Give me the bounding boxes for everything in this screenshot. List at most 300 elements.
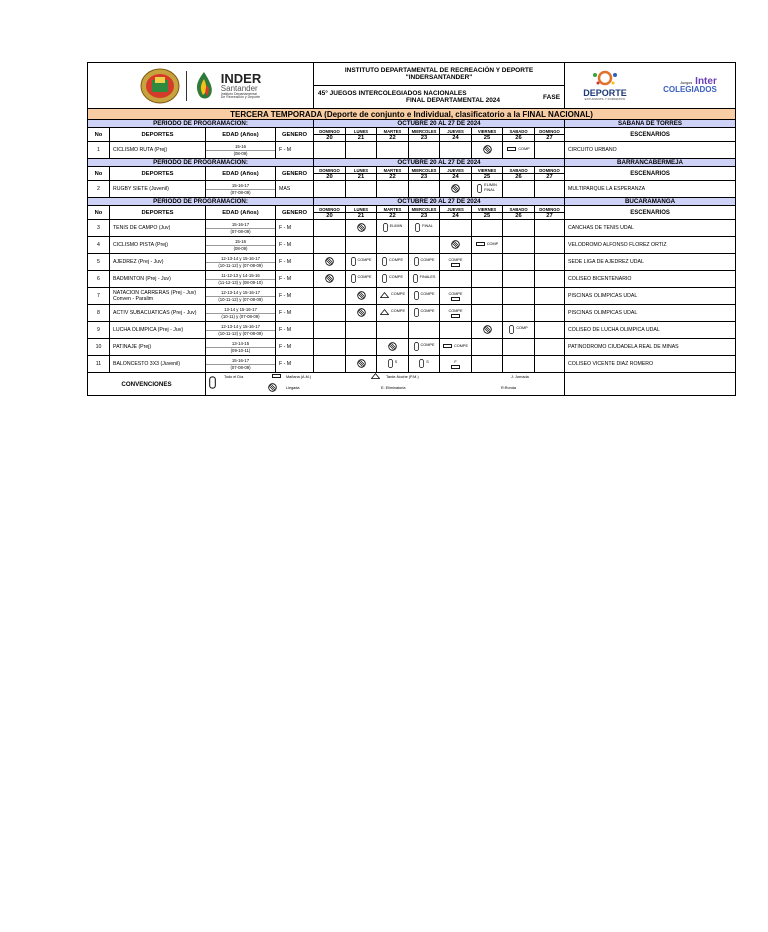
venue-cell: CIRCUITO URBANO (565, 142, 736, 159)
schedule-mark (383, 223, 403, 232)
event-line2: FINAL DEPARTAMENTAL 2024 (406, 97, 501, 104)
day-number: 22 (377, 213, 409, 220)
birth-years: (07-08-09) (230, 228, 251, 234)
day-name: DOMINGO (535, 128, 565, 135)
age-cell (206, 339, 276, 356)
llegada-icon (357, 308, 366, 317)
day-name: VIERNES (472, 128, 503, 135)
age-range: 12-13-14 y 15-16-17 (206, 256, 275, 263)
day-cell (346, 339, 377, 356)
inder-logo-sub1: Instituto Departamental (220, 91, 257, 96)
schedule-mark (357, 291, 366, 300)
day-cell (409, 356, 440, 373)
day-cell (409, 237, 440, 254)
todo-el-dia-icon (414, 257, 419, 266)
llegada-icon (357, 359, 366, 368)
sport-cell (110, 305, 206, 322)
partner-logos-cell (565, 63, 736, 109)
llegada-icon (483, 145, 492, 154)
day-name: MARTES (377, 206, 409, 213)
sport-cell (110, 339, 206, 356)
mark-label: COMPE (391, 292, 405, 297)
row-number: 11 (88, 356, 110, 373)
age-cell (206, 181, 276, 198)
day-cell (535, 356, 565, 373)
day-number: 21 (346, 135, 377, 142)
col-edad: EDAD (Años) (206, 167, 276, 181)
day-name: SABADO (503, 167, 535, 174)
day-name: MIERCOLES (409, 167, 440, 174)
todo-el-dia-icon (419, 359, 424, 368)
table-row (88, 288, 736, 305)
sport-name: LUCHA OLIMPICA (Prej - Juv) (113, 327, 184, 333)
mark-label: F (454, 360, 457, 364)
birth-years: (07-08-09) (230, 189, 251, 195)
col-escenarios: ESCENARIOS (565, 128, 736, 142)
day-name: MARTES (377, 128, 409, 135)
conv-manana: Mañana (A.M.) (286, 375, 312, 379)
sport-cell (110, 322, 206, 339)
manana-icon (507, 147, 516, 151)
mark-label: S (426, 360, 429, 365)
age-range: 15-16 (206, 144, 275, 151)
mark-label: COMPE (454, 343, 468, 348)
day-cell (377, 142, 409, 159)
llegada-icon (388, 342, 397, 351)
day-cell (314, 254, 346, 271)
day-cell (472, 356, 503, 373)
schedule-mark (451, 240, 460, 249)
sport-cell (110, 271, 206, 288)
conv-eliminatoria: E: Eliminatoria (381, 386, 406, 390)
todo-el-dia-icon (414, 291, 419, 300)
day-name: DOMINGO (314, 206, 346, 213)
row-number: 6 (88, 271, 110, 288)
sport-name: PATINAJE (Prej) (113, 344, 152, 350)
day-number: 20 (314, 174, 346, 181)
manana-icon (451, 314, 460, 318)
mark-label-2: FINAL (484, 188, 495, 193)
birth-years: (09-10-11) (230, 347, 251, 353)
santander-logo-text: Santander (220, 83, 258, 93)
todo-el-dia-icon (382, 274, 387, 283)
row-number: 4 (88, 237, 110, 254)
season-band: TERCERA TEMPORADA (Deporte de conjunto e Individual, clasificatorio a la FINAL NACIONAL) (88, 109, 736, 120)
birth-years: (08-09) (233, 245, 248, 251)
day-cell (440, 356, 472, 373)
schedule-mark (325, 274, 334, 283)
manana-icon (443, 344, 452, 348)
day-name: DOMINGO (314, 167, 346, 174)
day-number: 22 (377, 135, 409, 142)
venue-cell: VELODROMO ALFONSO FLOREZ ORTIZ (565, 237, 736, 254)
todo-el-dia-icon (509, 325, 514, 334)
day-cell (409, 339, 440, 356)
day-cell (314, 305, 346, 322)
sport-name-2: Conven - Paralim (113, 296, 154, 302)
period-dates: OCTUBRE 20 AL 27 DE 2024 (314, 159, 565, 167)
conv-jornada: J: Jornada (511, 375, 529, 379)
day-name: LUNES (346, 128, 377, 135)
age-cell (206, 356, 276, 373)
table-row (88, 271, 736, 288)
day-cell (314, 237, 346, 254)
sport-cell (110, 356, 206, 373)
todo-el-dia-icon (477, 184, 482, 193)
mark-label: COMPE (420, 258, 435, 263)
sport-name: AJEDREZ (Prej - Juv) (113, 259, 164, 265)
day-number: 25 (472, 174, 503, 181)
sport-name: NATACION CARRERAS (Prej - Juv) (113, 290, 197, 296)
manana-icon (451, 297, 460, 301)
llegada-icon (451, 184, 460, 193)
day-cell (472, 288, 503, 305)
age-cell (206, 271, 276, 288)
schedule-mark (388, 342, 397, 351)
mark-label: COMPE (420, 309, 435, 314)
mark-label: COMPE (357, 258, 372, 263)
schedule-mark (351, 257, 372, 266)
day-cell (503, 142, 535, 159)
sport-cell (110, 220, 206, 237)
day-number: 24 (440, 213, 472, 220)
schedule-mark (415, 223, 433, 232)
schedule-mark (380, 309, 405, 315)
llegada-icon (325, 257, 334, 266)
day-cell (346, 288, 377, 305)
day-cell (409, 220, 440, 237)
sport-name: BALONCESTO 3X3 (Juvenil) (113, 361, 181, 367)
day-cell (503, 305, 535, 322)
day-cell (440, 220, 472, 237)
day-cell (472, 271, 503, 288)
row-number: 10 (88, 339, 110, 356)
age-cell (206, 254, 276, 271)
gender-cell: F - M (276, 220, 314, 237)
todo-el-dia-icon (413, 274, 418, 283)
gender-cell: F - M (276, 339, 314, 356)
day-number: 24 (440, 174, 472, 181)
schedule-mark (451, 360, 460, 369)
day-cell (346, 356, 377, 373)
day-cell (377, 356, 409, 373)
day-cell (472, 322, 503, 339)
day-number: 22 (377, 174, 409, 181)
col-no: No (88, 128, 110, 142)
col-escenarios: ESCENARIOS (565, 206, 736, 220)
manana-icon (272, 374, 281, 378)
day-number: 26 (503, 213, 535, 220)
tarde-noche-icon (371, 373, 380, 379)
mark-label: COMP (516, 326, 528, 331)
schedule-mark (414, 291, 435, 300)
row-number: 7 (88, 288, 110, 305)
todo-el-dia-icon (414, 342, 419, 351)
col-deportes: DEPORTES (110, 206, 206, 220)
col-genero: GENERO (276, 206, 314, 220)
todo-el-dia-icon (414, 308, 419, 317)
row-number: 3 (88, 220, 110, 237)
day-name: MARTES (377, 167, 409, 174)
mark-label: COMPE (420, 343, 435, 348)
col-no: No (88, 206, 110, 220)
mark-label: ELIMIN (389, 224, 403, 229)
day-number: 27 (535, 174, 565, 181)
day-name: MIERCOLES (409, 128, 440, 135)
day-cell (503, 339, 535, 356)
schedule-mark (507, 147, 529, 152)
row-number: 5 (88, 254, 110, 271)
venue-cell: COLISEO BICENTENARIO (565, 271, 736, 288)
schedule-mark (413, 274, 436, 283)
col-deportes: DEPORTES (110, 167, 206, 181)
table-row (88, 305, 736, 322)
table-row (88, 339, 736, 356)
gender-cell: F - M (276, 322, 314, 339)
age-range: 15-16-17 (206, 222, 275, 229)
row-number: 8 (88, 305, 110, 322)
day-name: DOMINGO (314, 128, 346, 135)
table-row (88, 237, 736, 254)
fase-label: FASE (543, 93, 561, 101)
col-genero: GENERO (276, 128, 314, 142)
col-edad: EDAD (Años) (206, 128, 276, 142)
day-number: 21 (346, 174, 377, 181)
gender-cell: MAS (276, 181, 314, 198)
birth-years: (07-08-09) (230, 364, 251, 370)
day-cell (377, 237, 409, 254)
day-cell (346, 254, 377, 271)
gender-cell: F - M (276, 288, 314, 305)
row-number: 2 (88, 181, 110, 198)
day-cell (346, 181, 377, 198)
inder-logo-text: INDER (220, 70, 262, 86)
venue-cell: CANCHAS DE TENIS UDAL (565, 220, 736, 237)
schedule-mark (382, 257, 403, 266)
sport-name: RUGBY SIETE (Juvenil) (113, 186, 169, 192)
todo-el-dia-icon (415, 223, 420, 232)
day-cell (535, 305, 565, 322)
birth-years: (10-11) y (07-08-09) (221, 313, 260, 319)
day-cell (472, 237, 503, 254)
tarde-noche-icon (380, 309, 389, 315)
todo-el-dia-icon (351, 274, 356, 283)
day-cell (503, 271, 535, 288)
period-dates: OCTUBRE 20 AL 27 DE 2024 (314, 120, 565, 128)
conventions-blank (565, 373, 736, 396)
day-cell (503, 220, 535, 237)
day-cell (314, 181, 346, 198)
santander-seal-icon (140, 68, 180, 104)
age-range: 15-16-17 (206, 183, 275, 190)
conventions-legend (206, 373, 565, 396)
day-cell (377, 339, 409, 356)
inder-logo-sub2: De Recreación y Deporte (220, 95, 261, 99)
conv-todo: Todo el Día (224, 375, 244, 379)
gender-cell: F - M (276, 142, 314, 159)
table-row (88, 356, 736, 373)
day-number: 20 (314, 213, 346, 220)
conv-llegada: Llegada (286, 386, 300, 390)
day-name: JUEVES (440, 167, 472, 174)
day-name: MIERCOLES (409, 206, 440, 213)
table-row (88, 181, 736, 198)
day-cell (535, 237, 565, 254)
age-range: 12-13-14 y 15-16-17 (206, 290, 275, 297)
day-cell (314, 322, 346, 339)
age-range: 13-14 y 15-16-17 (206, 307, 275, 314)
schedule-mark (509, 325, 527, 334)
day-cell (440, 181, 472, 198)
mark-label: COMPE (357, 275, 372, 280)
day-cell (535, 254, 565, 271)
sport-name: ACTIV SUBACUATICAS (Prej - Juv) (113, 310, 197, 316)
sport-cell (110, 237, 206, 254)
todo-el-dia-icon (388, 359, 393, 368)
day-number: 27 (535, 213, 565, 220)
manana-icon (451, 365, 460, 369)
mark-label: COMPE (389, 258, 403, 263)
mark-label: COMPE (448, 292, 463, 296)
schedule-mark (476, 242, 498, 247)
day-cell (440, 254, 472, 271)
day-number: 23 (409, 213, 440, 220)
day-cell (377, 305, 409, 322)
day-cell (314, 142, 346, 159)
day-name: SABADO (503, 206, 535, 213)
day-cell (314, 339, 346, 356)
col-deportes: DEPORTES (110, 128, 206, 142)
day-cell (409, 254, 440, 271)
day-number: 21 (346, 213, 377, 220)
inder-flame-icon (193, 71, 215, 101)
age-range: 15-16-17 (206, 358, 275, 365)
birth-years: (10-11-12) y (07-08-09) (218, 296, 263, 302)
day-cell (314, 220, 346, 237)
sport-cell (110, 288, 206, 305)
day-cell (503, 181, 535, 198)
day-number: 26 (503, 135, 535, 142)
sport-cell (110, 142, 206, 159)
day-cell (346, 142, 377, 159)
llegada-icon (483, 325, 492, 334)
mark-label: S (394, 360, 398, 365)
tarde-noche-icon (380, 292, 389, 298)
mark-label: FINALES (419, 275, 436, 280)
conv-tarde: Tarde-Noche (P.M.) (386, 375, 419, 379)
table-row (88, 322, 736, 339)
venue-cell: PISCINAS OLIMPICAS UDAL (565, 305, 736, 322)
day-cell (535, 220, 565, 237)
schedule-mark (483, 145, 492, 154)
schedule-mark (451, 184, 460, 193)
day-cell (440, 142, 472, 159)
day-number: 25 (472, 213, 503, 220)
day-cell (472, 181, 503, 198)
day-cell (346, 271, 377, 288)
age-range: 12-13-14 y 15-16-17 (206, 324, 275, 331)
schedule-mark (380, 292, 405, 298)
day-cell (440, 305, 472, 322)
venue-cell: COLISEO DE LUCHA OLIMPICA UDAL (565, 322, 736, 339)
age-range: 11-12-13 y 14-15-16 (206, 273, 275, 280)
day-cell (503, 237, 535, 254)
day-cell (377, 322, 409, 339)
day-cell (409, 322, 440, 339)
mark-label: COMPE (448, 258, 463, 262)
day-cell (535, 181, 565, 198)
schedule-mark (449, 309, 463, 318)
sport-name: CICLISMO RUTA (Prej) (113, 147, 168, 153)
day-cell (314, 271, 346, 288)
period-label: PERIODO DE PROGRAMACIÓN: (88, 159, 314, 167)
day-cell (409, 181, 440, 198)
schedule-table (87, 62, 736, 396)
col-edad: EDAD (Años) (206, 206, 276, 220)
day-name: VIERNES (472, 167, 503, 174)
day-number: 26 (503, 174, 535, 181)
day-name: DOMINGO (535, 167, 565, 174)
institute-short: "INDERSANTANDER" (405, 74, 473, 81)
age-cell (206, 322, 276, 339)
sport-cell (110, 181, 206, 198)
schedule-mark (449, 292, 463, 301)
mark-label: FINAL (422, 224, 433, 229)
day-cell (314, 288, 346, 305)
gender-cell: F - M (276, 237, 314, 254)
day-cell (346, 220, 377, 237)
sport-cell (110, 254, 206, 271)
mark-label: COMP (486, 241, 499, 246)
day-cell (346, 322, 377, 339)
day-name: JUEVES (440, 128, 472, 135)
schedule-mark (357, 223, 366, 232)
row-number: 9 (88, 322, 110, 339)
age-cell (206, 220, 276, 237)
colegiados-logo-text: COLEGIADOS (663, 85, 717, 95)
llegada-icon (357, 291, 366, 300)
period-label: PERIODO DE PROGRAMACIÓN: (88, 198, 314, 206)
day-number: 24 (440, 135, 472, 142)
schedule-mark (382, 274, 403, 283)
day-number: 23 (409, 135, 440, 142)
age-cell (206, 237, 276, 254)
day-cell (377, 181, 409, 198)
mark-label: COMPE (448, 309, 463, 313)
city-label: BUCARAMANGA (565, 198, 736, 206)
age-range: 15-16 (206, 239, 275, 246)
gender-cell: F - M (276, 356, 314, 373)
todo-el-dia-icon (209, 376, 216, 389)
age-cell (206, 288, 276, 305)
day-name: VIERNES (472, 206, 503, 213)
schedule-mark (414, 308, 435, 317)
age-cell (206, 142, 276, 159)
llegada-icon (325, 274, 334, 283)
conventions-label: CONVENCIONES (88, 373, 206, 396)
day-name: DOMINGO (535, 206, 565, 213)
day-cell (503, 288, 535, 305)
table-row (88, 142, 736, 159)
venue-cell: MULTIPARQUE LA ESPERANZA (565, 181, 736, 198)
venue-cell: PISCINAS OLIMPICAS UDAL (565, 288, 736, 305)
day-cell (503, 356, 535, 373)
day-cell (314, 356, 346, 373)
day-cell (440, 288, 472, 305)
venue-cell: PATINODROMO CIUDADELA REAL DE MINAS (565, 339, 736, 356)
todo-el-dia-icon (383, 223, 388, 232)
schedule-sheet (87, 62, 735, 396)
